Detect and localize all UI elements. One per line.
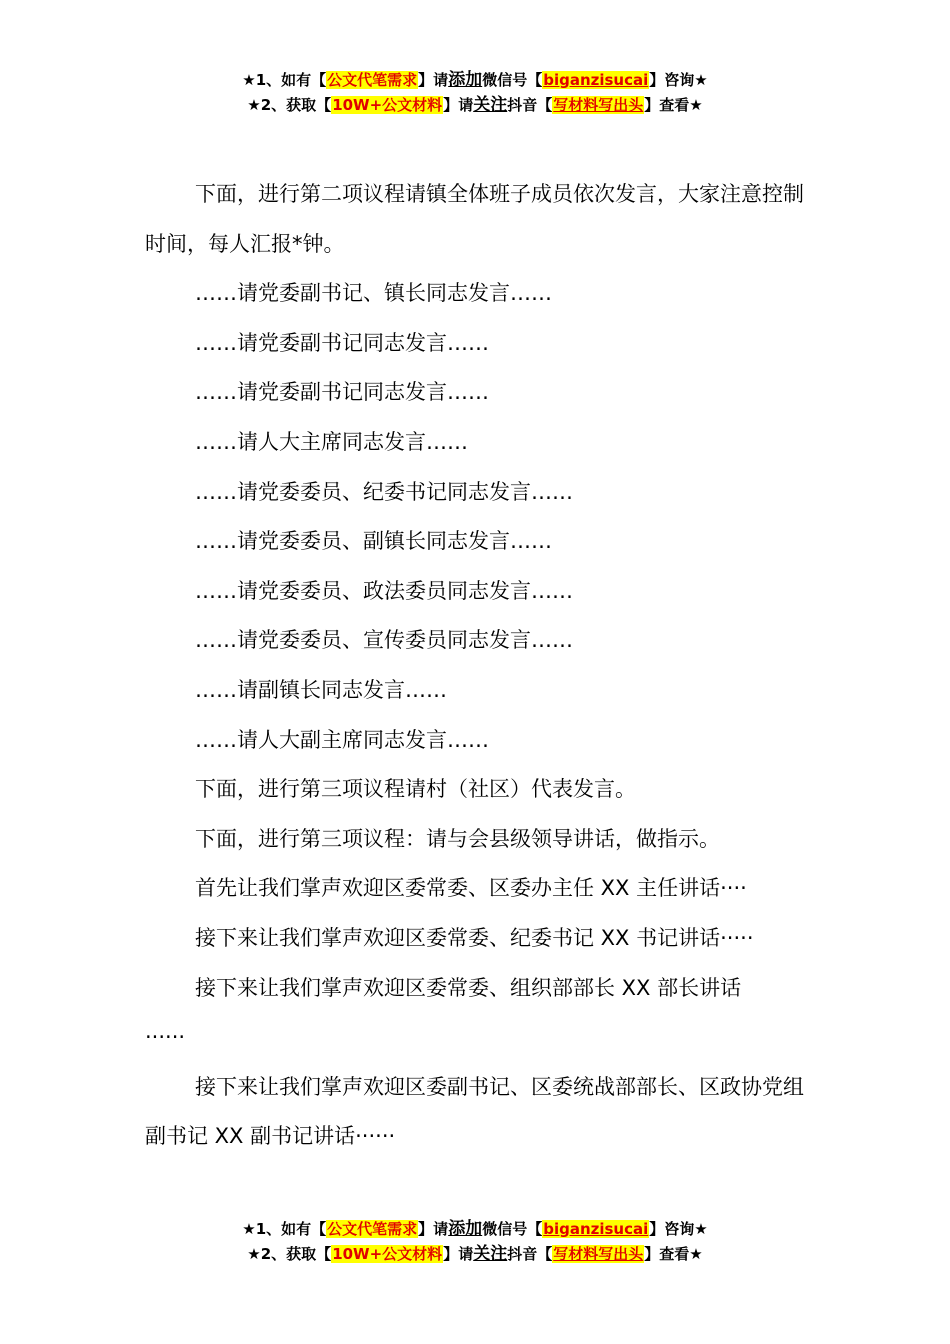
paragraph: ……请人大主席同志发言…… bbox=[195, 429, 468, 454]
footer-line-2 bbox=[0, 1242, 950, 1267]
paragraph: 接下来让我们掌声欢迎区委副书记、区委统战部部长、区政协党组副书记 XX 副书记讲话······ bbox=[145, 1074, 804, 1149]
emphasis-add: 添加 bbox=[448, 1219, 483, 1239]
footer-banner bbox=[0, 1217, 950, 1267]
banner-text: 】请 bbox=[443, 96, 474, 114]
paragraph: ……请副镇长同志发言…… bbox=[195, 677, 447, 702]
banner-text: 】查看★ bbox=[644, 1245, 703, 1263]
douyin-account: 写材料写出头 bbox=[553, 1245, 644, 1263]
banner-text: 】查看★ bbox=[644, 96, 703, 114]
paragraph: 下面，进行第三项议程请村（社区）代表发言。 bbox=[195, 777, 636, 802]
wechat-id: biganzisucai bbox=[543, 1220, 649, 1238]
highlight-service: 公文代笔需求 bbox=[327, 71, 418, 89]
banner-text: ★1、如有【 bbox=[242, 1220, 327, 1238]
banner-text: 抖音【 bbox=[507, 96, 553, 114]
paragraph: ……请党委副书记同志发言…… bbox=[195, 380, 489, 405]
banner-text: ★2、获取【 bbox=[247, 96, 332, 114]
paragraph: 接下来让我们掌声欢迎区委常委、纪委书记 XX 书记讲话····· bbox=[195, 925, 754, 950]
banner-text: 】请 bbox=[418, 71, 449, 89]
emphasis-add: 添加 bbox=[448, 70, 483, 90]
douyin-account: 写材料写出头 bbox=[553, 96, 644, 114]
highlight-materials: 10W+公文材料 bbox=[332, 1245, 443, 1263]
banner-text: 】咨询★ bbox=[649, 1220, 708, 1238]
banner-text: 】请 bbox=[418, 1220, 449, 1238]
banner-text: 】请 bbox=[443, 1245, 474, 1263]
banner-text: ★1、如有【 bbox=[242, 71, 327, 89]
wechat-id: biganzisucai bbox=[543, 71, 649, 89]
header-banner bbox=[0, 68, 950, 118]
banner-text: 】咨询★ bbox=[649, 71, 708, 89]
paragraph: 接下来让我们掌声欢迎区委常委、组织部部长 XX 部长讲话······ bbox=[145, 975, 742, 1050]
banner-text: 微信号【 bbox=[482, 71, 543, 89]
paragraph: ……请党委委员、宣传委员同志发言…… bbox=[195, 628, 573, 653]
paragraph: ……请党委委员、纪委书记同志发言…… bbox=[195, 479, 573, 504]
paragraph: 下面，进行第三项议程：请与会县级领导讲话，做指示。 bbox=[195, 826, 720, 851]
banner-text: 抖音【 bbox=[507, 1245, 553, 1263]
paragraph: ……请人大副主席同志发言…… bbox=[195, 727, 489, 752]
paragraph: ……请党委委员、副镇长同志发言…… bbox=[195, 529, 552, 554]
emphasis-follow: 关注 bbox=[473, 1244, 508, 1264]
header-line-1 bbox=[0, 68, 950, 93]
footer-line-1 bbox=[0, 1217, 950, 1242]
paragraph: ……请党委副书记同志发言…… bbox=[195, 330, 489, 355]
paragraph: 首先让我们掌声欢迎区委常委、区委办主任 XX 主任讲话···· bbox=[195, 876, 747, 901]
banner-text: ★2、获取【 bbox=[247, 1245, 332, 1263]
highlight-materials: 10W+公文材料 bbox=[332, 96, 443, 114]
paragraph: ……请党委委员、政法委员同志发言…… bbox=[195, 578, 573, 603]
header-line-2 bbox=[0, 93, 950, 118]
document-body bbox=[145, 170, 805, 1162]
banner-text: 微信号【 bbox=[482, 1220, 543, 1238]
emphasis-follow: 关注 bbox=[473, 95, 508, 115]
paragraph: 下面，进行第二项议程请镇全体班子成员依次发言，大家注意控制时间，每人汇报*钟。 bbox=[145, 182, 804, 256]
paragraph: ……请党委副书记、镇长同志发言…… bbox=[195, 281, 552, 306]
highlight-service: 公文代笔需求 bbox=[327, 1220, 418, 1238]
